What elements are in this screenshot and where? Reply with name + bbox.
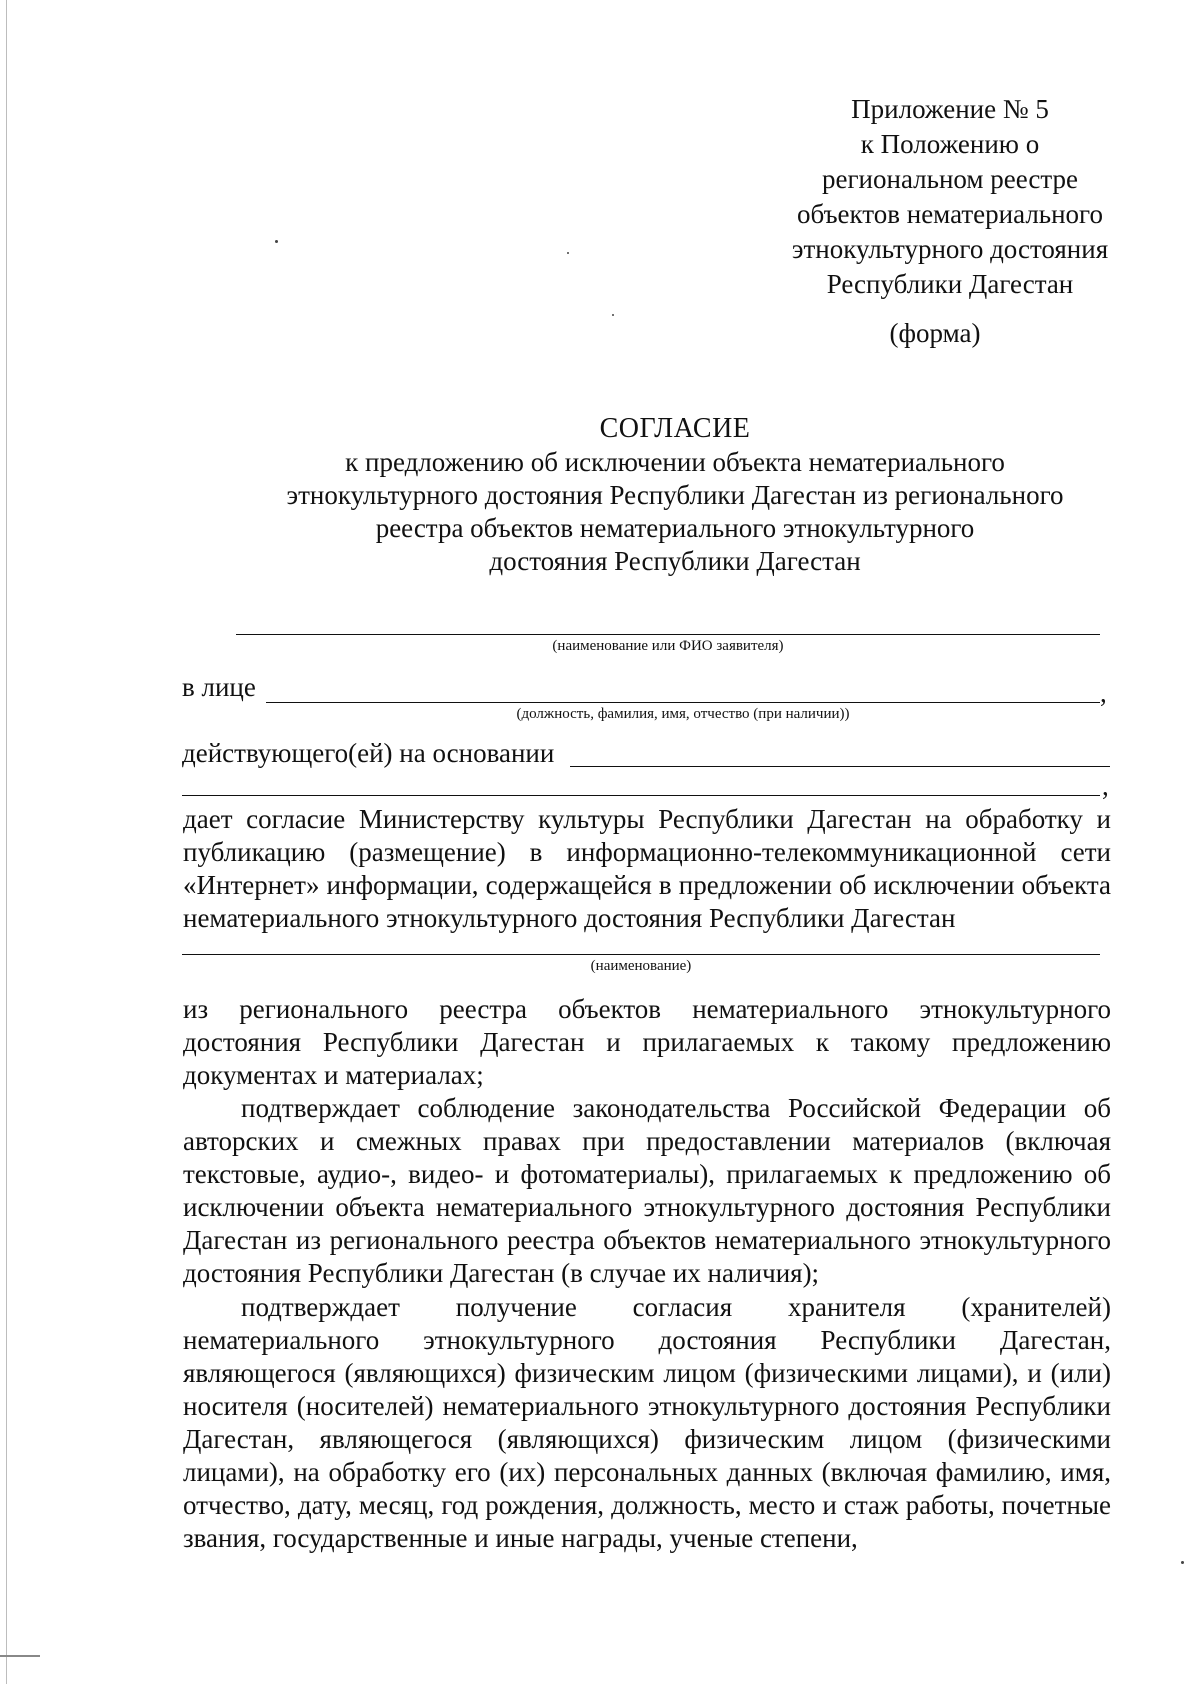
personal-data-paragraph: подтверждает получение согласия хранителя (хранителей) нематериального этнокультурного достояния Республики Дагестан, являющегося (являющихся) физическим лицом (физическими лицами), и (или) носителя (носителей) нематериального этнокультурного достояния Республики Дагестан, являющегося (являющихся) физическим лицом (физическими лицами), на обработку его (их) персональных данных (включая фамилию, имя, отчество, дату, месяц, год рождения, должность, место и стаж работы, почетные звания, государственные и иные награды, ученые степени,	[183, 1292, 1111, 1553]
title-line: реестра объектов нематериального этнокультурного	[375, 513, 975, 543]
appendix-line: объектов нематериального	[797, 199, 1103, 229]
represented-line[interactable]	[266, 702, 1100, 703]
title-line: этнокультурного достояния Республики Дагестан из регионального	[286, 480, 1064, 510]
basis-comma: ,	[1102, 771, 1109, 801]
form-label: (форма)	[889, 318, 981, 348]
appendix-line: Республики Дагестан	[826, 269, 1074, 299]
represented-comma: ,	[1100, 678, 1107, 708]
basis-line[interactable]	[570, 766, 1110, 767]
appendix-line: региональном реестре	[822, 164, 1078, 194]
document-title	[180, 412, 1170, 578]
title-line: достояния Республики Дагестан	[489, 546, 861, 576]
appendix-line: Приложение № 5	[851, 94, 1049, 124]
scan-speck	[1181, 1561, 1184, 1564]
title-heading: СОГЛАСИЕ	[599, 413, 751, 444]
copyright-paragraph: подтверждает соблюдение законодательства Российской Федерации об авторских и смежных правах при предоставлении материалов (включая текстовые, аудио-, видео- и фотоматериалы), прилагаемых к предложению об исключении объекта нематериального этнокультурного достояния Республики Дагестан из регионального реестра объектов нематериального этнокультурного достояния Республики Дагестан (в случае их наличия);	[183, 1093, 1111, 1288]
title-line: к предложению об исключении объекта нематериального	[345, 447, 1005, 477]
scan-speck	[567, 252, 569, 254]
appendix-header	[760, 92, 1140, 302]
basis-continuation-line[interactable]	[182, 795, 1100, 796]
appendix-line: этнокультурного достояния	[791, 234, 1109, 264]
scan-speck	[275, 240, 278, 243]
object-name-line[interactable]	[182, 954, 1100, 955]
scan-speck	[612, 314, 614, 316]
continuation-paragraph: из регионального реестра объектов нематериального этнокультурного достояния Республики Дагестан и прилагаемых к такому предложению документах и материалах;	[183, 994, 1111, 1090]
applicant-name-line[interactable]	[236, 634, 1100, 635]
represented-label: в лице	[182, 672, 256, 702]
consent-paragraph: дает согласие Министерству культуры Республики Дагестан на обработку и публикацию (размещение) в информационно-телекоммуникационной сети «Интернет» информации, содержащейся в предложении об исключении объекта нематериального этнокультурного достояния Республики Дагестан	[183, 804, 1111, 933]
appendix-line: к Положению о	[860, 129, 1040, 159]
scan-edge	[6, 0, 7, 1684]
represented-hint: (должность, фамилия, имя, отчество (при наличии))	[516, 706, 850, 722]
scan-corner-mark	[0, 1655, 40, 1657]
applicant-name-hint: (наименование или ФИО заявителя)	[552, 638, 784, 654]
basis-label: действующего(ей) на основании	[182, 738, 555, 768]
object-name-hint: (наименование)	[590, 958, 692, 974]
